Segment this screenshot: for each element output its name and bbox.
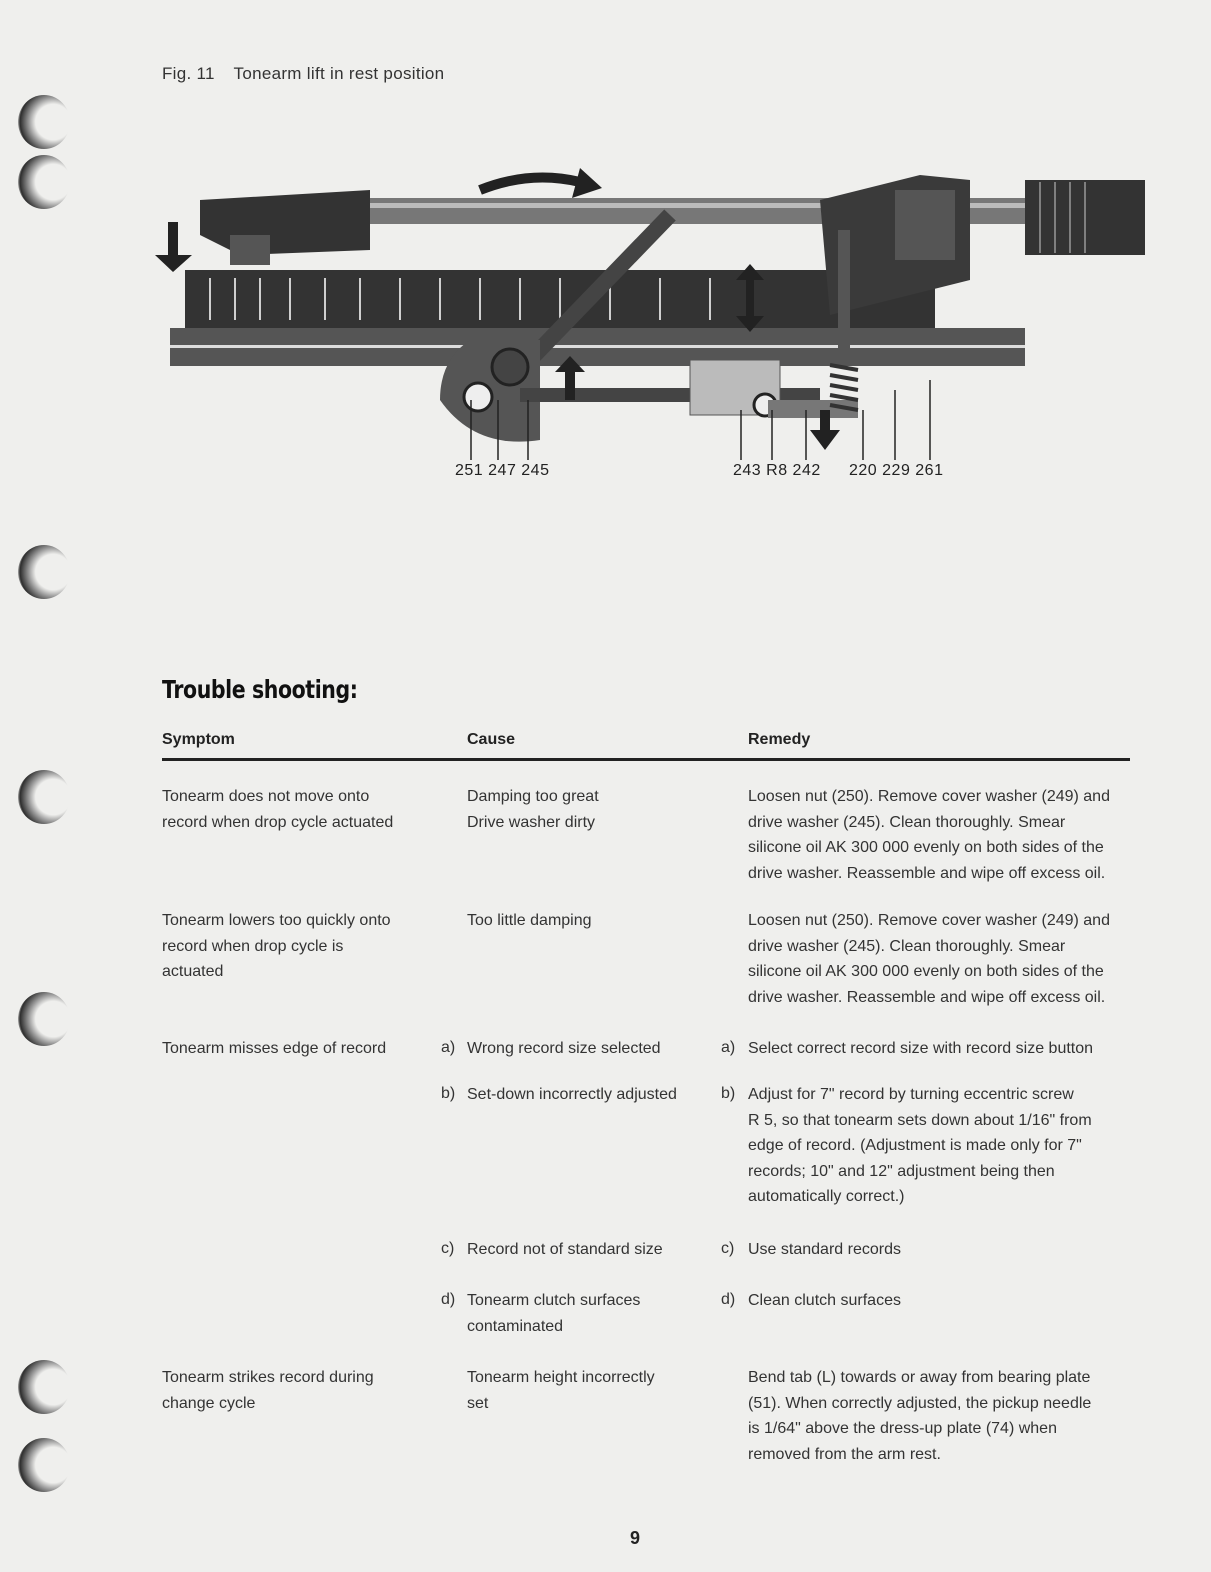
section-title: Trouble shooting: [162, 675, 358, 704]
row4-remedy: Bend tab (L) towards or away from bearing plate (51). When correctly adjusted, the pickup needle is 1/64" above the dress-up plate (74) when removed from the arm rest. [748, 1369, 1092, 1463]
page-number: 9 [630, 1528, 641, 1548]
row1-cause: Damping too great Drive washer dirty [467, 788, 599, 831]
row4-cause: Tonearm height incorrectly set [467, 1369, 655, 1412]
row3a-remedy: Select correct record size with record size button [748, 1040, 1094, 1057]
down-arrow [155, 255, 192, 272]
row3b-cause: Set-down incorrectly adjusted [467, 1086, 677, 1103]
tonearm-lift-diagram [140, 160, 1160, 500]
binder-hole [18, 1438, 70, 1492]
row3c-cause: Record not of standard size [467, 1241, 663, 1258]
header-cause: Cause [467, 731, 516, 748]
headshell [200, 190, 370, 255]
binder-hole [18, 95, 70, 149]
remedy-marker-b: b) [721, 1085, 736, 1102]
figure-caption-text: Tonearm lift in rest position [233, 64, 445, 83]
header-rule [162, 758, 1130, 761]
remedy-marker-c: c) [721, 1240, 735, 1257]
cause-marker-c: c) [441, 1240, 455, 1257]
cause-marker-b: b) [441, 1085, 456, 1102]
part-labels-middle: 243 R8 242 [733, 462, 821, 479]
row1-symptom: Tonearm does not move onto record when drop cycle actuated [162, 788, 394, 831]
part-labels-right: 220 229 261 [849, 462, 944, 479]
figure-number: Fig. 11 [162, 64, 215, 83]
row1-remedy: Loosen nut (250). Remove cover washer (249) and drive washer (245). Clean thoroughly. Smear silicone oil AK 300 000 evenly on both sides of the drive washer. Reassemble and wipe off excess oil. [748, 788, 1110, 882]
binder-hole [18, 1360, 70, 1414]
binder-hole [18, 155, 70, 209]
lift-rod [838, 230, 850, 360]
row2-symptom: Tonearm lowers too quickly onto record when drop cycle is actuated [162, 912, 391, 980]
remedy-marker-d: d) [721, 1291, 736, 1308]
row3-symptom: Tonearm misses edge of record [162, 1040, 387, 1057]
rotation-arrow [480, 178, 580, 191]
remedy-marker-a: a) [721, 1039, 736, 1056]
row3a-cause: Wrong record size selected [467, 1040, 661, 1057]
row2-cause: Too little damping [467, 912, 592, 929]
header-remedy: Remedy [748, 731, 811, 748]
row4-symptom: Tonearm strikes record during change cycle [162, 1369, 374, 1412]
header-symptom: Symptom [162, 731, 235, 748]
row3b-remedy: Adjust for 7" record by turning eccentric screw R 5, so that tonearm sets down about 1/16" from edge of record. (Adjustment is made only for 7" records; 10" and 12" adjustment being then automatically correct.) [748, 1086, 1092, 1205]
row3d-cause: Tonearm clutch surfaces contaminated [467, 1292, 641, 1335]
row3d-remedy: Clean clutch surfaces [748, 1292, 901, 1309]
cause-marker-d: d) [441, 1291, 456, 1308]
part-labels-left: 251 247 245 [455, 462, 550, 479]
figure-caption [162, 64, 444, 84]
row2-remedy: Loosen nut (250). Remove cover washer (249) and drive washer (245). Clean thoroughly. Smear silicone oil AK 300 000 evenly on both sides of the drive washer. Reassemble and wipe off excess oil. [748, 912, 1110, 1006]
cause-marker-a: a) [441, 1039, 456, 1056]
binder-hole [18, 545, 70, 599]
binder-hole [18, 770, 70, 824]
binder-hole [18, 992, 70, 1046]
row3c-remedy: Use standard records [748, 1241, 901, 1258]
